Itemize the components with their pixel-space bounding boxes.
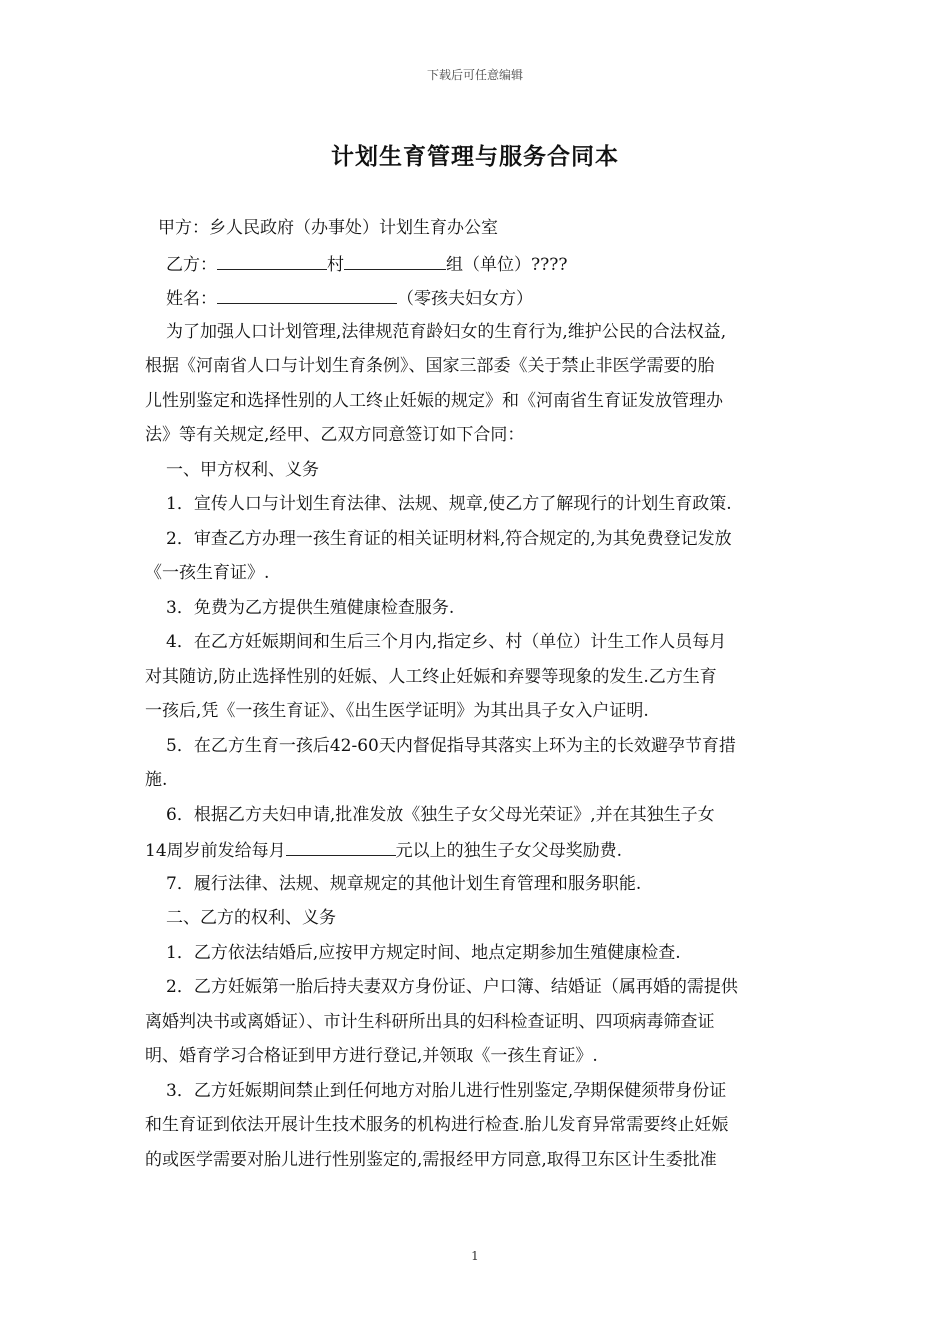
- group-label: 组（单位）????: [446, 254, 568, 275]
- name-line: [145, 281, 810, 313]
- intro-line: 根据《河南省人口与计划生育条例》、国家三部委《关于禁止非医学需要的胎: [145, 356, 715, 376]
- section-2-heading: 二、乙方的权利、义务: [166, 908, 336, 928]
- intro-line: 为了加强人口计划管理,法律规范育龄妇女的生育行为,维护公民的合法权益,: [166, 321, 727, 342]
- clause-a4-cont: 对其随访,防止选择性别的妊娠、人工终止妊娠和弃婴等现象的发生.乙方生育: [145, 666, 717, 687]
- clause-a5-cont: 施.: [145, 770, 168, 790]
- document-title: 计划生育管理与服务合同本: [331, 143, 619, 170]
- name-blank[interactable]: [217, 281, 397, 304]
- clause-a2: 2．审查乙方办理一孩生育证的相关证明材料,符合规定的,为其免费登记发放: [166, 528, 732, 549]
- name-suffix: （零孩夫妇女方）: [397, 289, 533, 309]
- intro-line: 儿性别鉴定和选择性别的人工终止妊娠的规定》和《河南省生育证发放管理办: [145, 390, 723, 411]
- clause-a5: 5．在乙方生育一孩后42-60天内督促指导其落实上环为主的长效避孕节育措: [166, 735, 736, 756]
- allowance-prefix: 14周岁前发给每月: [145, 841, 286, 861]
- party-b-line: [145, 247, 810, 279]
- clause-a6: 6．根据乙方夫妇申请,批准发放《独生子女父母光荣证》,并在其独生子女: [166, 804, 715, 825]
- clause-b3-cont: 和生育证到依法开展计生技术服务的机构进行检查.胎儿发育异常需要终止妊娠: [145, 1115, 729, 1135]
- village-label: 村: [327, 254, 344, 275]
- allowance-amount-blank[interactable]: [286, 833, 396, 856]
- clause-b2-cont: 离婚判决书或离婚证）、市计生科研所出具的妇科检查证明、四项病毒筛查证: [145, 1011, 715, 1032]
- clause-b2-cont: 明、婚育学习合格证到甲方进行登记,并领取《一孩生育证》.: [145, 1046, 598, 1066]
- party-a-line: 甲方：乡人民政府（办事处）计划生育办公室: [158, 218, 498, 238]
- contract-body: [145, 212, 810, 1178]
- clause-b3-cont: 的或医学需要对胎儿进行性别鉴定的,需报经甲方同意,取得卫东区计生委批准: [145, 1149, 717, 1170]
- village-blank[interactable]: [217, 247, 327, 270]
- clause-a1: 1．宣传人口与计划生育法律、法规、规章,使乙方了解现行的计划生育政策.: [166, 494, 732, 514]
- clause-a4: 4．在乙方妊娠期间和生后三个月内,指定乡、村（单位）计生工作人员每月: [166, 632, 727, 652]
- page-header: 下载后可任意编辑: [426, 68, 523, 82]
- clause-a2-cont: 《一孩生育证》.: [145, 563, 270, 583]
- clause-b1: 1．乙方依法结婚后,应按甲方规定时间、地点定期参加生殖健康检查.: [166, 942, 681, 963]
- group-blank[interactable]: [344, 247, 446, 270]
- clause-b2: 2．乙方妊娠第一胎后持夫妻双方身份证、户口簿、结婚证（属再婚的需提供: [166, 977, 738, 997]
- allowance-suffix: 元以上的独生子女父母奖励费.: [395, 841, 623, 861]
- clause-a6-cont: [145, 833, 810, 865]
- clause-a7: 7．履行法律、法规、规章规定的其他计划生育管理和服务职能.: [166, 873, 642, 894]
- section-1-heading: 一、甲方权利、义务: [166, 459, 319, 480]
- name-label: 姓名：: [166, 289, 217, 309]
- clause-b3: 3．乙方妊娠期间禁止到任何地方对胎儿进行性别鉴定,孕期保健须带身份证: [166, 1080, 727, 1101]
- page-number: 1: [471, 1249, 479, 1263]
- intro-line: 法》等有关规定,经甲、乙双方同意签订如下合同：: [145, 425, 525, 445]
- party-b-label: 乙方：: [166, 254, 217, 275]
- clause-a3: 3．免费为乙方提供生殖健康检查服务.: [166, 597, 455, 618]
- clause-a4-cont: 一孩后,凭《一孩生育证》、《出生医学证明》为其出具子女入户证明.: [145, 701, 649, 721]
